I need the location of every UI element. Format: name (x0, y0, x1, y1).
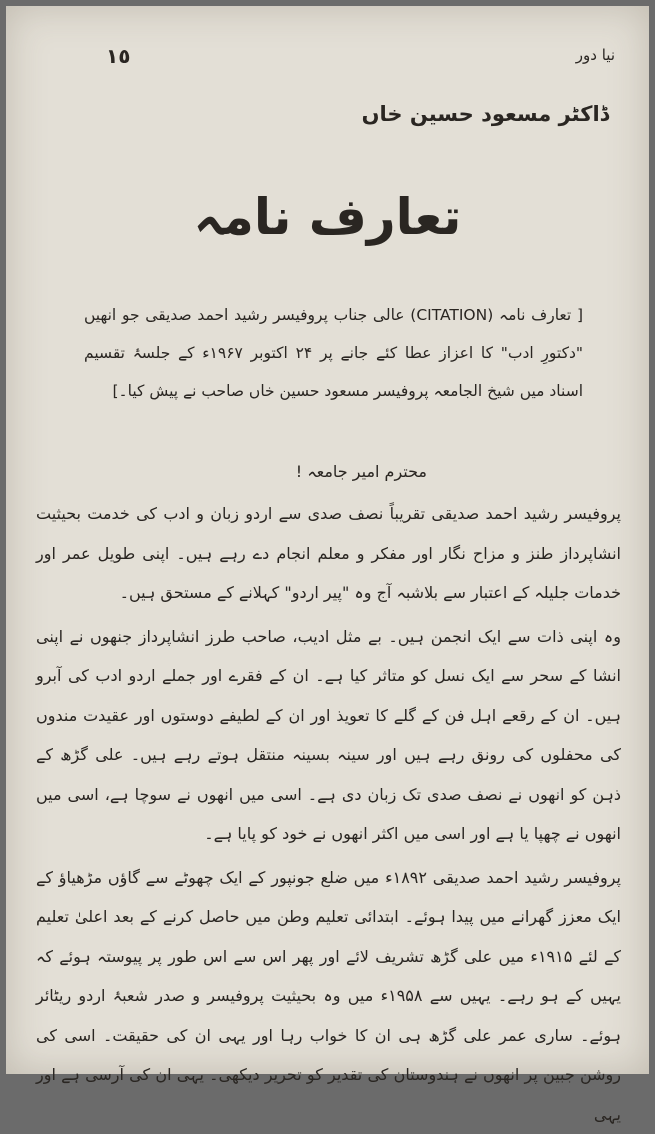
page-number: ١٥ (106, 44, 130, 68)
paragraph: پروفیسر رشید احمد صدیقی تقریباً نصف صدی سے اردو زبان و ادب کی خدمت بحیثیت انشاپرداز طنز و مزاح نگار اور مفکر و معلم انجام دے رہے ہیں۔ اپنی طویل عمر اور خدمات جلیلہ کے اعتبار سے بلاشبہ آج وہ "پیر اردو" کہلانے کے مستحق ہیں۔ (36, 494, 621, 613)
article-title: تعارف نامہ (6, 188, 649, 246)
intro-text: [ تعارف نامہ (CITATION) عالی جناب پروفیسر رشید احمد صدیقی جو انھیں "دکتورِ ادب" کا اعزاز عطا کئے جانے پر ۲۴ اکتوبر ۱۹۶۷ء کے جلسۂ تقسیم اسناد میں شیخ الجامعہ پروفیسر مسعود حسین خاں صاحب نے پیش کیا۔] (84, 296, 583, 410)
journal-name: نیا دور (576, 46, 615, 64)
body-text (36, 494, 621, 1134)
book-page (6, 6, 649, 1074)
paragraph: پروفیسر رشید احمد صدیقی ۱۸۹۲ء میں ضلع جونپور کے ایک چھوٹے سے گاؤں مڑھیاؤ کے ایک معزز گھرانے میں پیدا ہوئے۔ ابتدائی تعلیم وطن میں حاصل کرنے کے بعد اعلیٰ تعلیم کے لئے ۱۹۱۵ء میں علی گڑھ تشریف لائے اور پھر اس سے اس طور پر پیوستہ ہوئے کہ یہیں کے ہو رہے۔ یہیں سے ۱۹۵۸ء میں وہ بحیثیت پروفیسر و صدر شعبۂ اردو ریٹائر ہوئے۔ ساری عمر علی گڑھ ہی ان کا خواب رہا اور یہی ان کی حقیقت۔ اسی کی روشن جبین پر انھوں نے ہندوستان کی تقدیر کو تحریر دیکھی۔ یہی ان کی آرسی ہے اور یہی (36, 858, 621, 1134)
running-header (6, 44, 649, 74)
salutation: محترم امیر جامعہ ! (6, 462, 427, 481)
intro-note (84, 296, 583, 410)
author-name: ڈاکٹر مسعود حسین خاں (362, 102, 609, 126)
paragraph: وہ اپنی ذات سے ایک انجمن ہیں۔ بے مثل ادیب، صاحب طرز انشاپرداز جنھوں نے اپنی انشا کے سحر سے ایک نسل کو متاثر کیا ہے۔ ان کے فقرے اور جملے اردو ادب کی آبرو ہیں۔ ان کے رقعے اہل فن کے گلے کا تعویذ اور ان کے لطیفے دوستوں اور عقیدت مندوں کی محفلوں کی رونق رہے ہیں اور سینہ بسینہ منتقل ہوتے رہے ہیں۔ علی گڑھ کے ذہن کو انھوں نے نصف صدی تک زبان دی ہے۔ اسی میں انھوں نے سوچا ہے، اسی میں انھوں نے چھپا یا ہے اور اسی میں اکثر انھوں نے خود کو پایا ہے۔ (36, 617, 621, 854)
